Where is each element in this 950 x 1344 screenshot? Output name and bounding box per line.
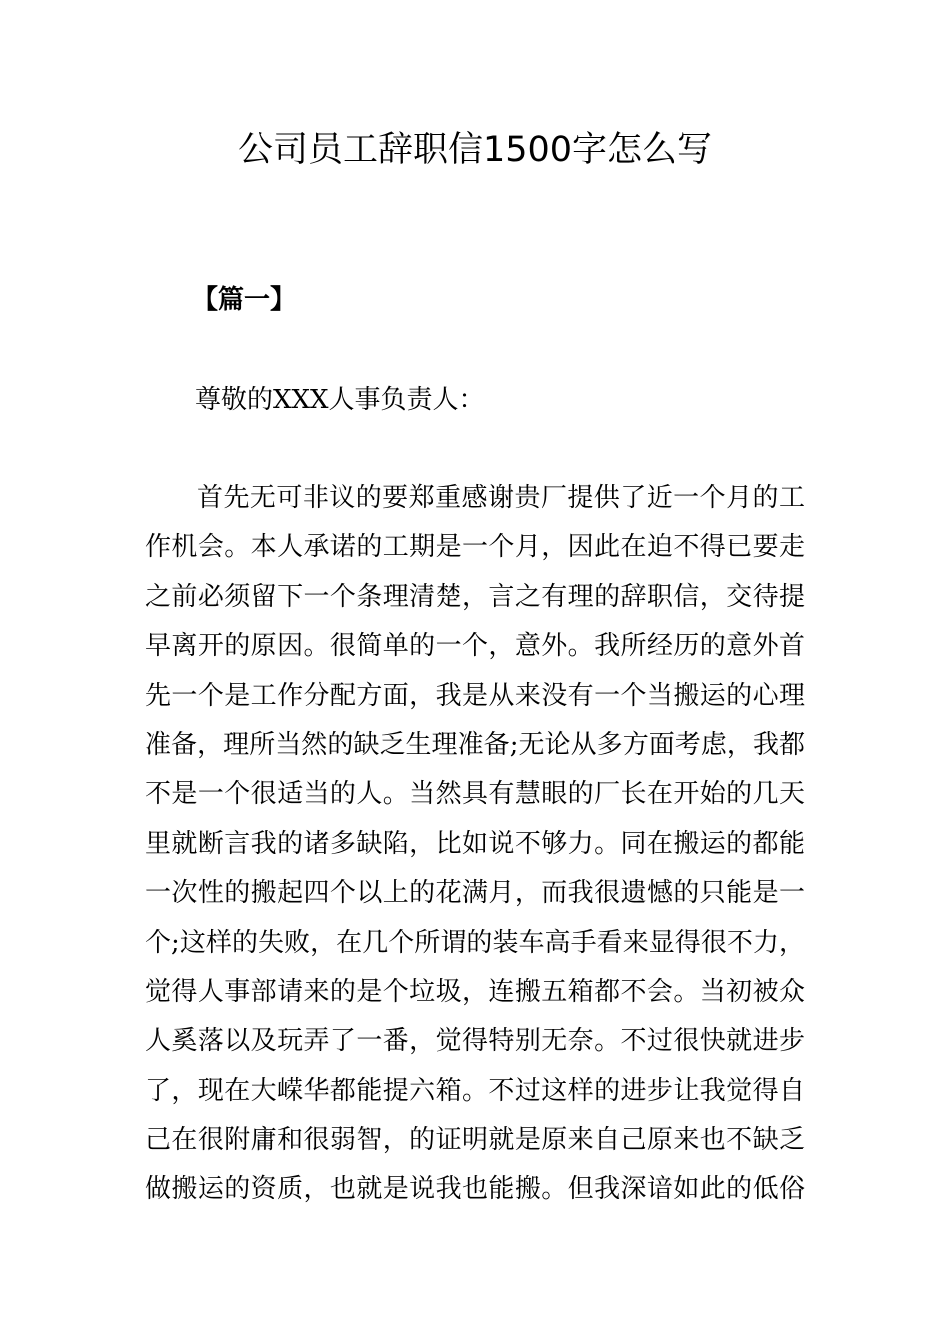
body-line: 里就断言我的诸多缺陷，比如说不够力。同在搬运的都能 bbox=[145, 828, 805, 859]
body-line: 不是一个很适当的人。当然具有慧眼的厂长在开始的几天 bbox=[145, 779, 805, 810]
body-line: 早离开的原因。很简单的一个，意外。我所经历的意外首 bbox=[145, 631, 805, 662]
body-line: 己在很附庸和很弱智，的证明就是原来自己原来也不缺乏 bbox=[145, 1125, 805, 1156]
body-line: 一次性的搬起四个以上的花满月，而我很遗憾的只能是一 bbox=[145, 878, 805, 909]
document-title: 公司员工辞职信1500字怎么写 bbox=[237, 130, 713, 170]
body-line: 首先无可非议的要郑重感谢贵厂提供了近一个月的工 bbox=[197, 483, 805, 513]
body-line: 先一个是工作分配方面，我是从来没有一个当搬运的心理 bbox=[145, 680, 805, 711]
body-line: 人奚落以及玩弄了一番，觉得特别无奈。不过很快就进步 bbox=[145, 1026, 805, 1057]
body-line: 作机会。本人承诺的工期是一个月，因此在迫不得已要走 bbox=[145, 532, 805, 563]
body-line: 觉得人事部请来的是个垃圾，连搬五箱都不会。当初被众 bbox=[145, 976, 805, 1007]
salutation: 尊敬的XXX人事负责人： bbox=[195, 385, 485, 415]
body-line: 了，现在大嵘华都能提六箱。不过这样的进步让我觉得自 bbox=[145, 1075, 805, 1106]
body-line: 个;这样的失败，在几个所谓的装车高手看来显得很不力， bbox=[145, 927, 805, 958]
body-line: 之前必须留下一个条理清楚，言之有理的辞职信，交待提 bbox=[145, 581, 805, 612]
body-paragraph bbox=[145, 474, 805, 1215]
body-line: 准备，理所当然的缺乏生理准备;无论从多方面考虑，我都 bbox=[145, 729, 805, 760]
section-label: 【篇一】 bbox=[192, 285, 297, 315]
body-line: 做搬运的资质，也就是说我也能搬。但我深谙如此的低俗 bbox=[145, 1174, 805, 1205]
